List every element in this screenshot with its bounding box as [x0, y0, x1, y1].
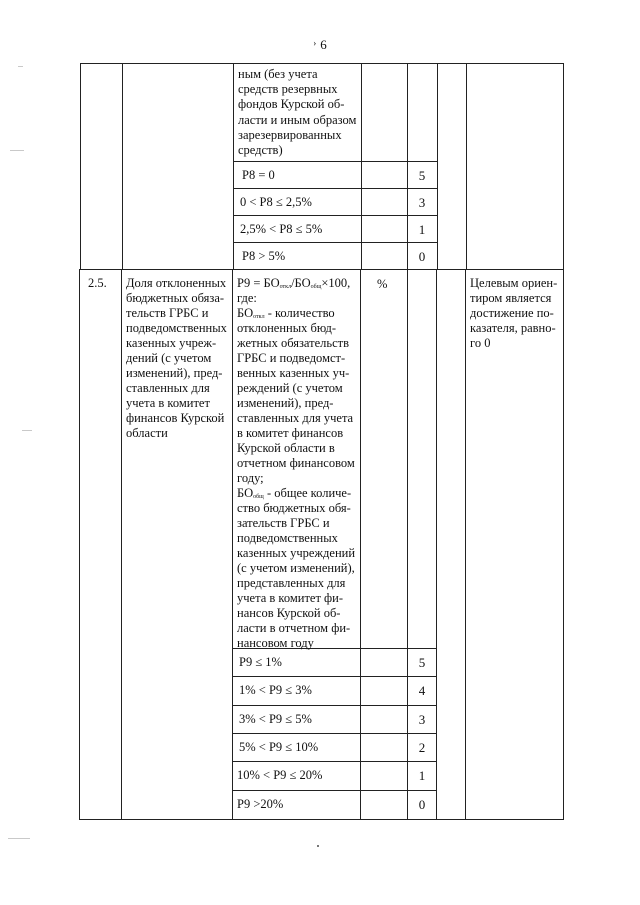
scale-score: 4: [418, 683, 426, 698]
formula-line: ставленных для учета: [237, 411, 354, 425]
scale-condition: 5% < P9 ≤ 10%: [239, 740, 319, 754]
scan-artifact: [317, 845, 319, 847]
formula-variable-bo-otkl: $БО_{откл}$ - количество: [237, 306, 335, 320]
row-divider: [80, 269, 564, 270]
formula-line: зательств ГРБС и: [237, 516, 330, 530]
formula-line: фондов Курской об-: [238, 97, 345, 111]
indicator-line: подведомственных: [126, 321, 227, 335]
formula-line: в комитет финансов: [237, 426, 344, 440]
formula-header: $P9 = БО_{откл}/БО_{общ}\times 100$,: [237, 276, 351, 290]
formula-line: (с учетом изменений),: [237, 561, 355, 575]
note-line: казателя, равно-: [470, 321, 556, 335]
scale-score: 0: [418, 249, 426, 264]
table-border-left: [80, 63, 81, 269]
table-border-left: [79, 269, 80, 819]
page-number: › 6: [313, 37, 327, 52]
formula-line: ство бюджетных обя-: [237, 501, 351, 515]
scale-score: 0: [418, 797, 426, 812]
scale-score: 5: [418, 655, 426, 670]
scan-artifact: [22, 430, 32, 431]
row-number: 2.5.: [88, 276, 107, 290]
formula-line: ласти и иным образом: [238, 113, 357, 127]
indicator-line: бюджетных обяза-: [126, 291, 225, 305]
column-divider: [232, 269, 233, 819]
table-border-bottom: [79, 819, 564, 820]
scale-condition: P8 = 0: [242, 168, 275, 182]
indicator-line: изменений), пред-: [126, 366, 223, 380]
scan-mark: ›: [313, 38, 317, 48]
scale-condition: 1% < P9 ≤ 3%: [239, 683, 312, 697]
formula-variable-bo-obsh: $БО_{общ}$ - общее количе-: [237, 486, 352, 500]
row-divider: [232, 761, 436, 762]
scale-condition: P8 > 5%: [242, 249, 286, 263]
scan-artifact: [8, 838, 30, 839]
indicator-line: учета в комитет: [126, 396, 210, 410]
formula-line: средств): [238, 143, 283, 157]
formula-line: реждений (с учетом: [237, 381, 343, 395]
column-divider: [436, 269, 437, 819]
formula-line: отчетном финансовом: [237, 456, 355, 470]
indicator-line: финансов Курской: [126, 411, 225, 425]
formula-line: ГРБС и подведомст-: [237, 351, 346, 365]
formula-line: венных казенных уч-: [237, 366, 350, 380]
column-divider: [466, 63, 467, 269]
formula-line: зарезервированных: [238, 128, 342, 142]
row-divider: [233, 242, 437, 243]
scale-score: 2: [418, 740, 426, 755]
indicator-line: казенных учреж-: [126, 336, 217, 350]
formula-line: Курской области в: [237, 441, 335, 455]
scale-condition: 0 < P8 ≤ 2,5%: [240, 195, 312, 209]
column-divider: [407, 269, 408, 819]
formula-line: ласти в отчетном фи-: [237, 621, 351, 635]
table-border-top: [80, 63, 564, 64]
formula-line: ным (без учета: [238, 67, 318, 81]
formula-line: подведомственных: [237, 531, 338, 545]
scan-artifact: [10, 150, 24, 151]
note-line: го 0: [470, 336, 491, 350]
column-divider: [122, 63, 123, 269]
indicator-line: Доля отклоненных: [126, 276, 227, 290]
column-divider: [465, 269, 466, 819]
row-divider: [232, 733, 436, 734]
column-divider: [407, 63, 408, 269]
column-divider: [360, 269, 361, 819]
row-divider: [232, 676, 436, 677]
column-divider: [121, 269, 122, 819]
scale-score: 3: [418, 712, 426, 727]
row-divider: [232, 790, 436, 791]
unit-of-measure: %: [377, 277, 388, 291]
table-border-right: [563, 269, 564, 819]
row-divider: [232, 705, 436, 706]
note-line: тиром является: [470, 291, 552, 305]
indicator-line: ставленных для: [126, 381, 210, 395]
formula-line: нансовом году: [237, 636, 314, 650]
note-line: Целевым ориен-: [470, 276, 558, 290]
formula-line: жетных обязательств: [237, 336, 350, 350]
scale-condition: P9 ≤ 1%: [239, 655, 282, 669]
column-divider: [361, 63, 362, 269]
indicator-line: области: [126, 426, 168, 440]
formula-line: казенных учреждений: [237, 546, 356, 560]
row-divider: [233, 215, 437, 216]
scan-artifact: [18, 66, 23, 67]
scale-score: 1: [418, 222, 426, 237]
formula-line: средств резервных: [238, 82, 338, 96]
scale-score: 3: [418, 195, 426, 210]
formula-line: отклоненных бюд-: [237, 321, 337, 335]
note-line: достижение по-: [470, 306, 554, 320]
row-divider: [233, 188, 437, 189]
column-divider: [233, 63, 234, 269]
scale-condition: 10% < P9 ≤ 20%: [237, 768, 323, 782]
formula-line: представленных для: [237, 576, 346, 590]
formula-line: нансов Курской об-: [237, 606, 341, 620]
scale-condition: 2,5% < P8 ≤ 5%: [240, 222, 323, 236]
row-divider: [233, 161, 437, 162]
scale-score: 5: [418, 168, 426, 183]
formula-where: где:: [237, 291, 257, 305]
indicator-line: дений (с учетом: [126, 351, 212, 365]
formula-line: году;: [237, 471, 264, 485]
scale-condition: 3% < P9 ≤ 5%: [239, 712, 312, 726]
scale-condition: P9 >20%: [237, 797, 284, 811]
indicator-line: тельств ГРБС и: [126, 306, 209, 320]
formula-line: учета в комитет фи-: [237, 591, 343, 605]
scale-score: 1: [418, 768, 426, 783]
table-border-right: [563, 63, 564, 269]
formula-line: изменений), пред-: [237, 396, 334, 410]
column-divider: [437, 63, 438, 269]
